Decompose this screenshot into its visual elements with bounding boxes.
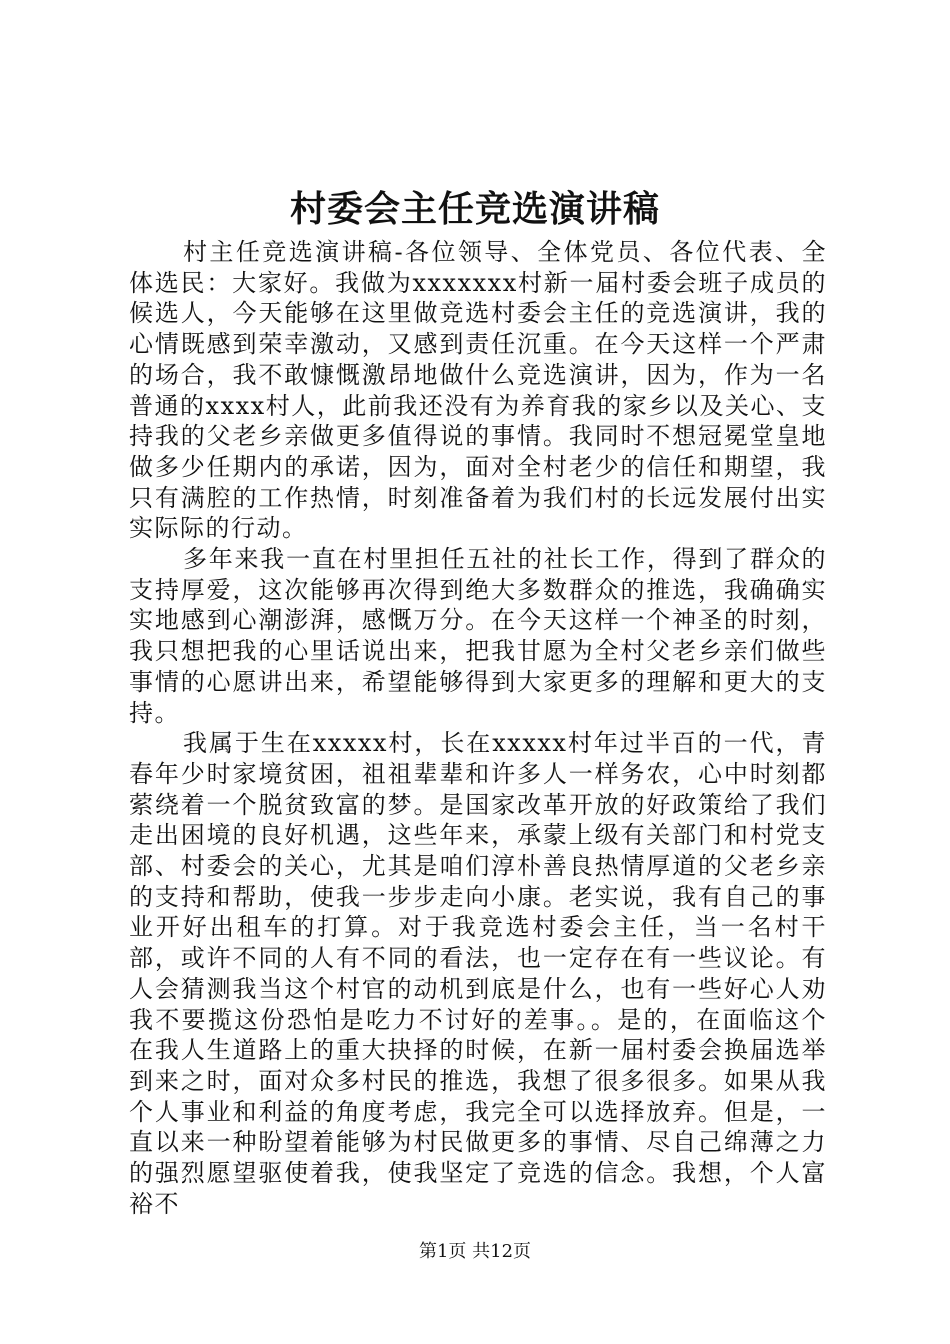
document-body: [129, 237, 827, 1220]
page-footer: 第1页 共12页: [418, 1241, 532, 1262]
paragraph-3: 我属于生在xxxxx村，长在xxxxx村年过半百的一代，青春年少时家境贫困，祖祖辈辈和许多人一样务农，心中时刻都萦绕着一个脱贫致富的梦。是国家改革开放的好政策给了我们走出困境的良好机遇，这些年来，承蒙上级有关部门和村党支部、村委会的关心，尤其是咱们淳朴善良热情厚道的父老乡亲的支持和帮助，使我一步步走向小康。老实说，我有自己的事业开好出租车的打算。对于我竞选村委会主任，当一名村干部，或许不同的人有不同的看法，也一定存在有一些议论。有人会猜测我当这个村官的动机到底是什么，也有一些好心人劝我不要揽这份恐怕是吃力不讨好的差事。。是的，在面临这个在我人生道路上的重大抉择的时候，在新一届村委会换届选举到来之时，面对众多村民的推选，我想了很多很多。如果从我个人事业和利益的角度考虑，我完全可以选择放弃。但是，一直以来一种盼望着能够为村民做更多的事情、尽自己绵薄之力的强烈愿望驱使着我，使我坚定了竞选的信念。我想，个人富裕不: [129, 729, 827, 1218]
document-title: 村委会主任竞选演讲稿: [289, 188, 660, 230]
paragraph-1: 村主任竞选演讲稿-各位领导、全体党员、各位代表、全体选民：大家好。我做为xxxxxxx村新一届村委会班子成员的候选人，今天能够在这里做竞选村委会主任的竞选演讲，我的心情既感到荣幸激动，又感到责任沉重。在今天这样一个严肃的场合，我不敢慷慨激昂地做什么竞选演讲，因为，作为一名普通的xxxx村人，此前我还没有为养育我的家乡以及关心、支持我的父老乡亲做更多值得说的事情。我同时不想冠冕堂皇地做多少任期内的承诺，因为，面对全村老少的信任和期望，我只有满腔的工作热情，时刻准备着为我们村的长远发展付出实实际际的行动。: [129, 238, 827, 543]
paragraph-2: 多年来我一直在村里担任五社的社长工作，得到了群众的支持厚爱，这次能够再次得到绝大多数群众的推选，我确确实实地感到心潮澎湃，感慨万分。在今天这样一个神圣的时刻，我只想把我的心里话说出来，把我甘愿为全村父老乡亲们做些事情的心愿讲出来，希望能够得到大家更多的理解和更大的支持。: [129, 545, 827, 727]
